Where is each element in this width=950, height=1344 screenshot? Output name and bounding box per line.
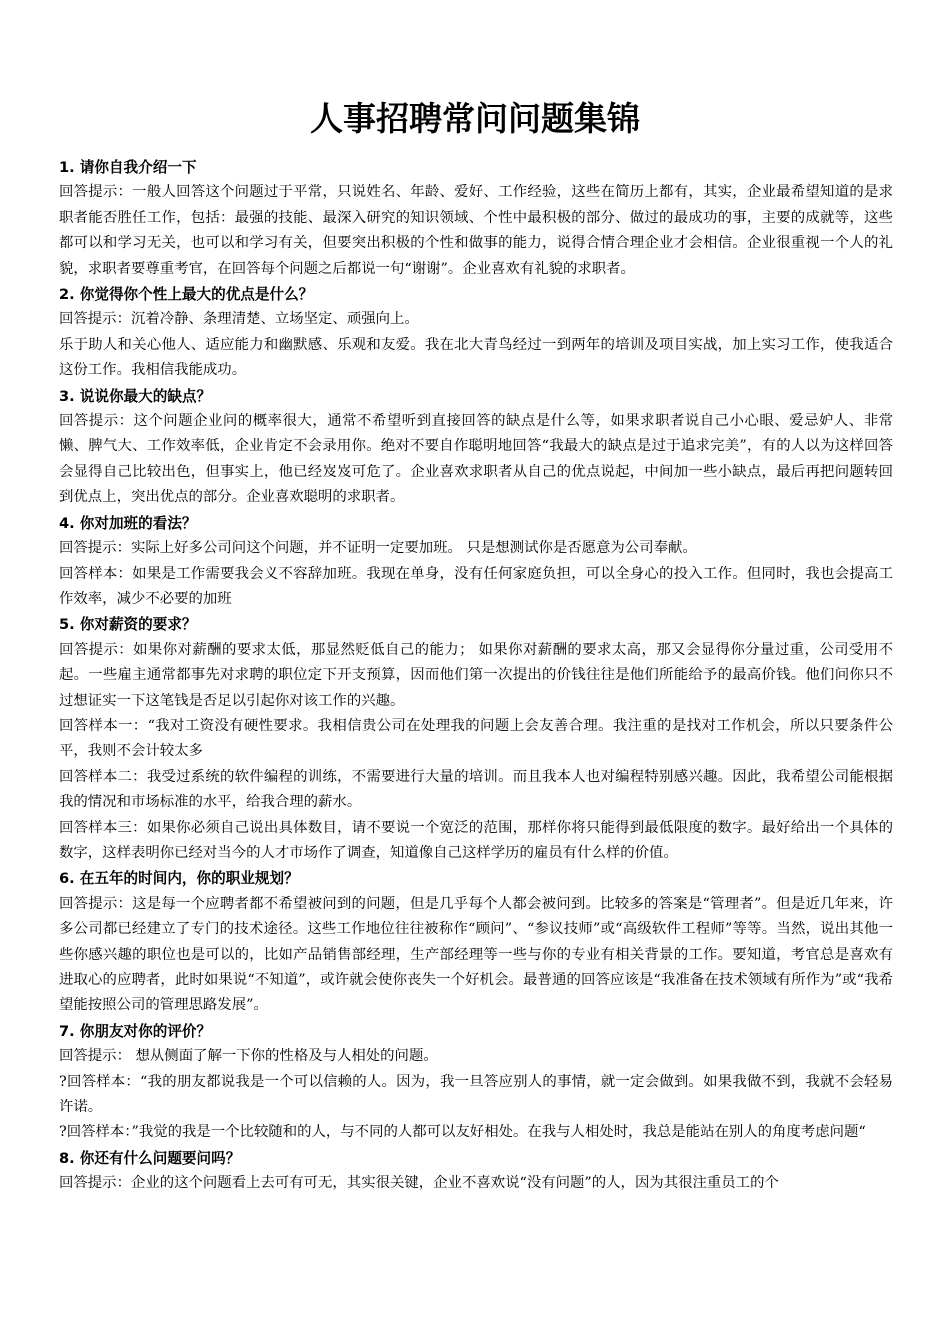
section-heading: 6. 在五年的时间内，你的职业规划？	[59, 870, 299, 888]
section-heading: 8. 你还有什么问题要问吗？	[59, 1149, 241, 1167]
section-heading: 7. 你朋友对你的评价？	[59, 1022, 212, 1040]
paragraph: ?回答样本：“我的朋友都说我是一个可以信赖的人。因为，我一旦答应别人的事情，就一定会做到。如果我做不到，我就不会轻易许诺。	[59, 1073, 893, 1116]
paragraph: 回答样本三：如果你必须自己说出具体数目，请不要说一个宽泛的范围，那样你将只能得到最低限度的数字。最好给出一个具体的数字，这样表明你已经对当今的人才市场作了调查，知道像自己这样学历的雇员有什么样的价值。	[59, 819, 893, 861]
page-title: 人事招聘常问问题集锦	[310, 99, 640, 138]
paragraph: 乐于助人和关心他人、适应能力和幽默感、乐观和友爱。我在北大青鸟经过一到两年的培训及项目实战，加上实习工作，使我适合这份工作。我相信我能成功。	[59, 336, 893, 379]
paragraph: 回答提示：实际上好多公司问这个问题，并不证明一定要加班。 只是想测试你是否愿意为公司奉献。	[59, 540, 697, 557]
paragraph: 回答样本二：我受过系统的软件编程的训练，不需要进行大量的培训。而且我本人也对编程特别感兴趣。因此，我希望公司能根据我的情况和市场标准的水平，给我合理的薪水。	[59, 768, 893, 811]
paragraph: 回答提示：沉着冷静、条理清楚、立场坚定、顽强向上。	[59, 311, 419, 328]
section-heading: 3. 说说你最大的缺点？	[59, 387, 212, 405]
paragraph: 回答提示：这个问题企业问的概率很大，通常不希望听到直接回答的缺点是什么等，如果求职者说自己小心眼、爱忌妒人、非常懒、脾气大、工作效率低，企业肯定不会录用你。绝对不要自作聪明地回答“我最大的缺点是过于追求完美”，有的人以为这样回答会显得自己比较出色，但事实上，他已经岌岌可危了。企业喜欢求职者从自己的优点说起，中间加一些小缺点，最后再把问题转回到优点上，突出优点的部分。企业喜欢聪明的求职者。	[59, 413, 893, 506]
paragraph: 回答提示：企业的这个问题看上去可有可无，其实很关键，企业不喜欢说“没有问题”的人，因为其很注重员工的个	[59, 1175, 779, 1192]
section-heading: 2. 你觉得你个性上最大的优点是什么？	[59, 286, 314, 304]
paragraph: 回答提示：如果你对薪酬的要求太低，那显然贬低自己的能力； 如果你对薪酬的要求太高，那又会显得你分量过重，公司受用不起。一些雇主通常都事先对求聘的职位定下开支预算，因而他们第一次提出的价钱往往是他们所能给予的最高价钱。他们问你只不过想证实一下这笔钱是否足以引起你对该工作的兴趣。	[59, 641, 893, 709]
paragraph: ?回答样本：”我觉的我是一个比较随和的人，与不同的人都可以友好相处。在我与人相处时，我总是能站在别人的角度考虑问题“	[59, 1124, 866, 1141]
section-heading: 1. 请你自我介绍一下	[59, 159, 197, 176]
paragraph: 回答样本一：“我对工资没有硬性要求。我相信贵公司在处理我的问题上会友善合理。我注重的是找对工作机会，所以只要条件公平，我则不会计较太多	[59, 717, 893, 760]
section-heading: 5. 你对薪资的要求？	[59, 616, 197, 634]
paragraph: 回答提示：这是每一个应聘者都不希望被问到的问题，但是几乎每个人都会被问到。比较多的答案是“管理者”。但是近几年来，许多公司都已经建立了专门的技术途径。这些工作地位往往被称作“顾问”、“参议技师”或“高级软件工程师”等等。当然，说出其他一些你感兴趣的职位也是可以的，比如产品销售部经理，生产部经理等一些与你的专业有相关背景的工作。要知道，考官总是喜欢有进取心的应聘者，此时如果说“不知道”，或许就会使你丧失一个好机会。最普通的回答应该是“我准备在技术领域有所作为”或“我希望能按照公司的管理思路发展”。	[59, 895, 893, 1014]
document-body	[59, 155, 893, 1197]
paragraph: 回答提示：一般人回答这个问题过于平常，只说姓名、年龄、爱好、工作经验，这些在简历上都有，其实，企业最希望知道的是求职者能否胜任工作，包括：最强的技能、最深入研究的知识领域、个性中最积极的部分、做过的最成功的事，主要的成就等，这些都可以和学习无关，也可以和学习有关，但要突出积极的个性和做事的能力，说得合情合理企业才会相信。企业很重视一个人的礼貌，求职者要尊重考官，在回答每个问题之后都说一句“谢谢”。企业喜欢有礼貌的求职者。	[59, 184, 893, 277]
section-heading: 4. 你对加班的看法？	[59, 514, 197, 532]
paragraph: 回答提示： 想从侧面了解一下你的性格及与人相处的问题。	[59, 1048, 438, 1065]
paragraph: 回答样本：如果是工作需要我会义不容辞加班。我现在单身，没有任何家庭负担，可以全身心的投入工作。但同时，我也会提高工作效率，减少不必要的加班	[59, 565, 893, 607]
